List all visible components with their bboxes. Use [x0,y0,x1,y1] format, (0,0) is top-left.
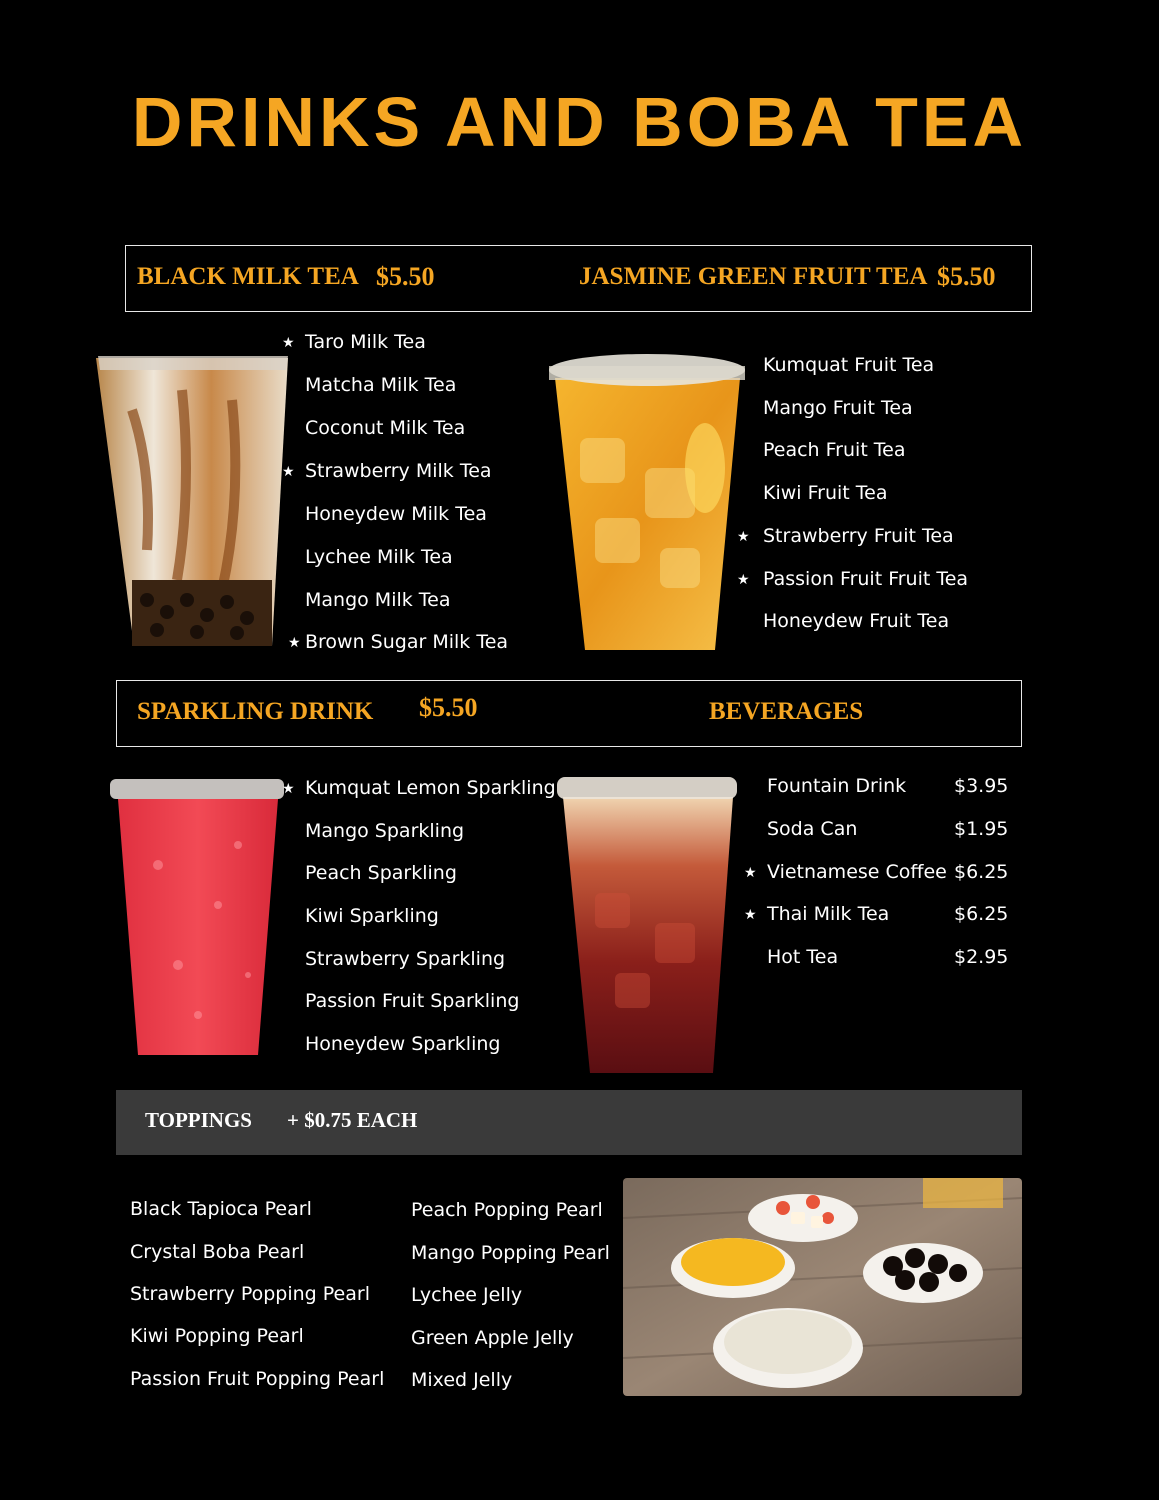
milk-tea-cup-image [92,350,292,650]
star-icon: ★ [282,335,295,351]
fruit-tea-cup-image [545,348,750,658]
star-icon: ★ [288,635,301,651]
page-title: DRINKS AND BOBA TEA [131,83,1028,161]
sparkling-cup-image [108,775,286,1060]
black-milk-tea-heading: BLACK MILK TEA [137,263,359,290]
star-icon: ★ [737,572,750,588]
black-milk-tea-price: $5.50 [376,262,435,291]
jasmine-green-fruit-tea-heading: JASMINE GREEN FRUIT TEA [579,263,928,290]
star-icon: ★ [282,781,295,797]
toppings-heading: TOPPINGS [145,1108,252,1132]
toppings-photo [623,1178,1022,1396]
star-icon: ★ [744,865,757,881]
list-item: Peach Popping Pearl [411,1199,603,1221]
list-item: Mixed Jelly [411,1369,513,1391]
list-item: Kiwi Popping Pearl [130,1325,304,1347]
list-item: Strawberry Popping Pearl [130,1283,370,1305]
jasmine-green-fruit-tea-price: $5.50 [937,262,996,291]
list-item: Black Tapioca Pearl [130,1198,312,1220]
star-icon: ★ [744,907,757,923]
star-icon: ★ [282,464,295,480]
beverages-heading: BEVERAGES [709,698,864,725]
list-item: Crystal Boba Pearl [130,1241,305,1263]
star-icon: ★ [737,529,750,545]
toppings-price: + $0.75 EACH [287,1108,418,1132]
list-item: Mango Popping Pearl [411,1242,610,1264]
sparkling-drink-price: $5.50 [419,693,478,722]
list-item: Lychee Jelly [411,1284,523,1306]
list-item: Passion Fruit Popping Pearl [130,1368,385,1390]
thai-tea-cup-image [555,773,740,1078]
sparkling-drink-heading: SPARKLING DRINK [137,698,374,725]
list-item: Green Apple Jelly [411,1327,574,1349]
